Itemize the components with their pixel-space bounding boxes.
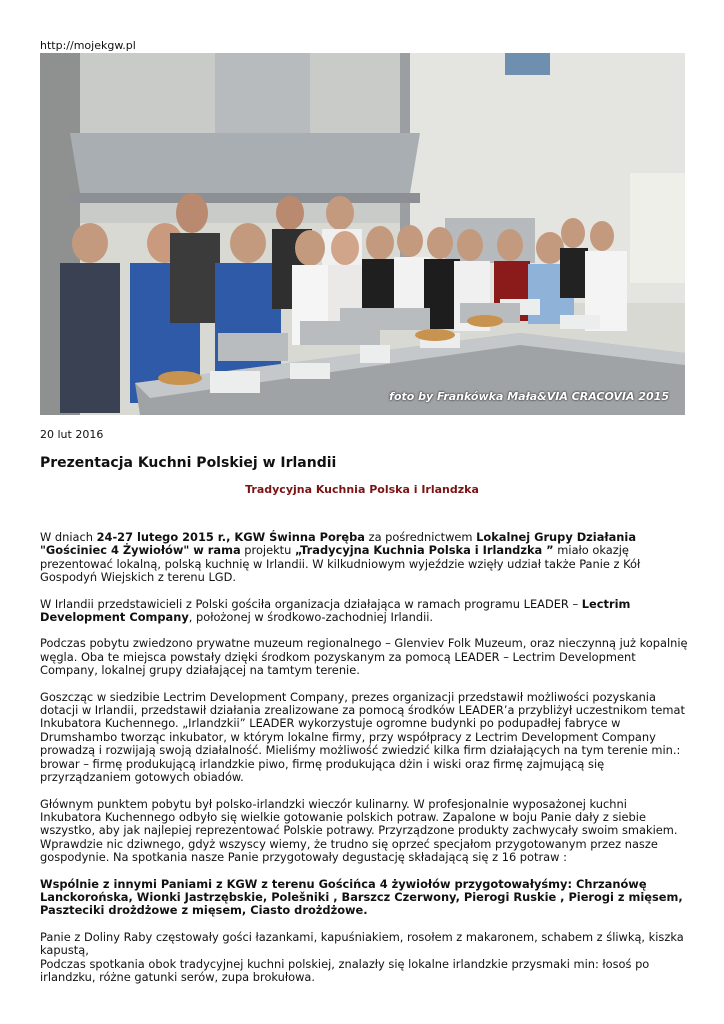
text-run: za pośrednictwem xyxy=(364,530,477,544)
bold-run: Lectrim Development Company xyxy=(40,596,631,625)
group-photo xyxy=(40,53,685,415)
article-body xyxy=(40,531,688,997)
paragraph xyxy=(40,598,688,625)
bold-run: 24-27 lutego 2015 r., KGW Świnna Poręba xyxy=(96,530,365,544)
paragraph: Podczas pobytu zwiedzono prywatne muzeum regionalnego – Glenviev Folk Muzeum, oraz nieczynną już kopalnię węgla. Oba te miejsca powstały dzięki środkom pozyskanym za pomocą LEADER – Lectrim Development Company, lokalnej grupy działającej na tamtym terenie. xyxy=(40,636,688,678)
article-subtitle: Tradycyjna Kuchnia Polska i Irlandzka xyxy=(245,483,479,496)
text-run: Panie z Doliny Raby częstowały gości łazankami, kapuśniakiem, rosołem z makaronem, schabem z śliwką, kiszka kapustą, xyxy=(40,929,684,958)
source-url: http://mojekgw.pl xyxy=(40,39,136,52)
paragraph xyxy=(40,931,688,985)
text-run: miało okazję prezentować lokalną, polską kuchnię w Irlandii. W kilkudniowym wyjeździe wzięły udział także Panie z Kół Gospodyń Wiejskich z terenu LGD. xyxy=(40,543,641,585)
bold-run: „Tradycyjna Kuchnia Polska i Irlandzka ” xyxy=(294,543,554,558)
paragraph: Głównym punktem pobytu był polsko-irlandzki wieczór kulinarny. W profesjonalnie wyposażonej kuchni Inkubatora Kuchennego odbyło się wielkie gotowanie polskich potraw. Zapalone w boju Panie dały z siebie wszystko, aby jak najlepiej reprezentować Polskie potrawy. Przyrządzone produkty zachwycały swoim smakiem. Wprawdzie nic dziwnego, gdyż wszyscy wiemy, że trudno się oprzeć specjałom przygotowanym przez nasze gospodynie. Na spotkania nasze Panie przygotowały degustację składającą się z 16 potraw : xyxy=(40,796,678,865)
article-date: 20 lut 2016 xyxy=(40,428,104,441)
text-run: Podczas spotkania obok tradycyjnej kuchni polskiej, znalazły się lokalne irlandzkie przysmaki min: łosoś po irlandzku, różne gatunki serów, zupa brokułowa. xyxy=(40,956,650,984)
photo-credit: foto by Frankówka Mała&VIA CRACOVIA 2015 xyxy=(389,390,669,403)
kitchen-photo-illustration xyxy=(40,53,685,415)
paragraph xyxy=(40,878,688,918)
bold-run: Wspólnie z innymi Paniami z KGW z terenu Gościńca 4 żywiołów przygotowałyśmy: Chrzanówę Lanckorońska, Wionki Jastrzębskie, Polešniki , Barszcz Czerwony, Pierogi Ruskie , Pierogi z mięsem, Paszteciki drożdżowe z mięsem, Ciasto drożdżowe. xyxy=(40,876,683,918)
text-run: , położonej w środkowo-zachodniej Irlandii. xyxy=(188,610,434,625)
bold-run: Lokalnej Grupy Działania "Gościniec 4 Żywiołów" w rama xyxy=(40,530,637,558)
text-run: W Irlandii przedstawicieli z Polski gościła organizacja działająca w ramach programu LEADER – xyxy=(40,596,582,611)
text-run: projektu xyxy=(240,543,295,558)
paragraph: Goszcząc w siedzibie Lectrim Development Company, prezes organizacji przedstawił możliwości pozyskania dotacji w Irlandii, przedstawił działania zrealizowane za pomocą środków LEADER’a przybliżył uczestnikom temat Inkubatora Kuchennego. „Irlandzkii” LEADER wykorzystuje ogromne budynki po podupadłej fabryce w Drumshambo tworząc inkubator, w którym lokalne firmy, przy współpracy z Lectrim Development Company prowadzą i rozwijają swoją działalność. Mieliśmy możliwość zwiedzić kilka firm działających na tym terenie min.: browar – firmę produkującą irlandzkie piwo, firmę produkująca dżin i wiski oraz firmę zajmującą się przyrządzaniem gotowych obiadów. xyxy=(40,689,685,785)
text-run: W dniach xyxy=(40,530,97,544)
paragraph xyxy=(40,531,688,585)
article-title: Prezentacja Kuchni Polskiej w Irlandii xyxy=(40,455,337,471)
